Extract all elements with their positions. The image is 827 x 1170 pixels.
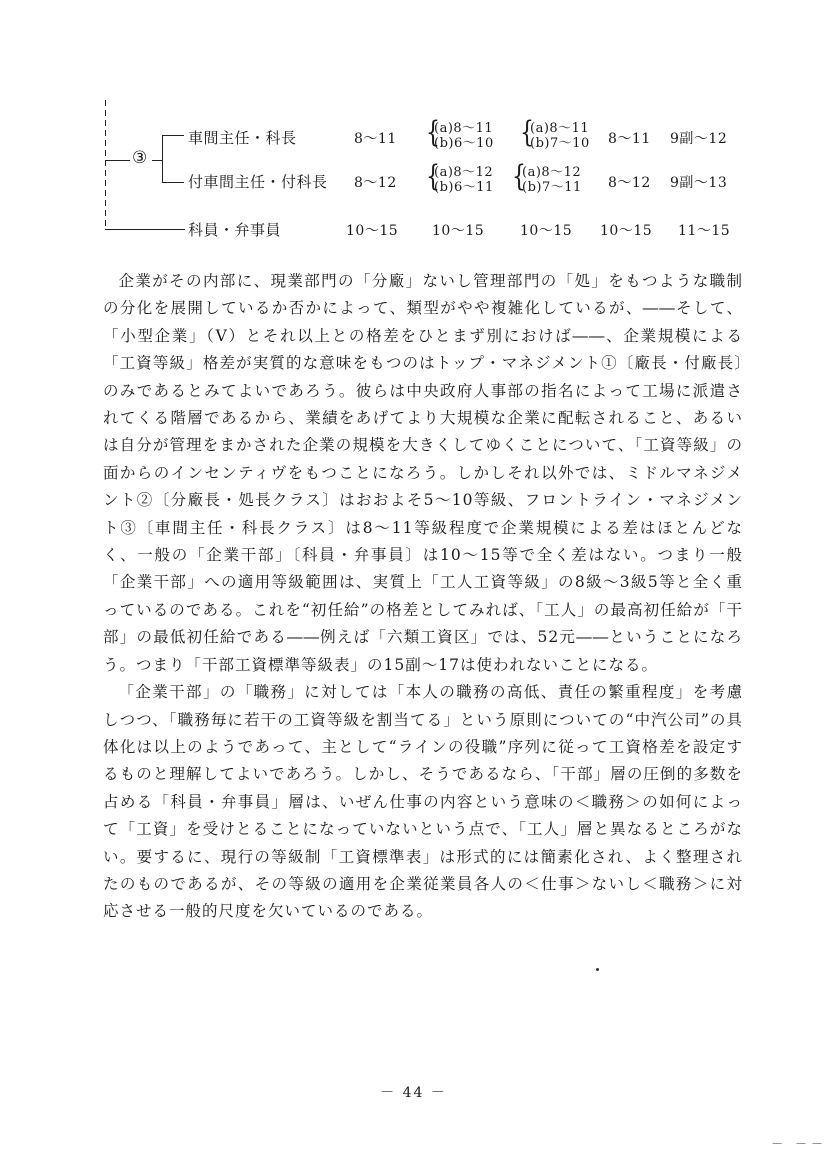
row-c2: (a)8～11 (b)6～10 (434, 121, 494, 151)
paragraph: 企業がその内部に、現業部門の「分廠」ないし管理部門の「処」をもつような職制の分化を展開しているか否かによって、類型がやや複雑化しているが、――そして、「小型企業」（Ⅴ）とそれ以上との格差をひとまず別におけば――、企業規模による「工資等級」格差が実質的な意味をもつのはトップ・マネジメント①〔廠長・付廠長〕のみであるとみてよいであろう。彼らは中央政府人事部の指名によって工場に派遣されてくる階層であるから、業績をあげてより大規模な企業に配転されること、あるいは自分が管理をまかされた企業の規模を大きくしてゆくことについて、「工資等級」の面からのインセンティヴをもつことになろう。しかしそれ以外では、ミドルマネジメント②〔分廠長・処長クラス〕はおおよそ5～10等級、フロントライン・マネジメント③〔車間主任・科長クラス〕は8～11等級程度で企業規模による差はほとんどなく、一般の「企業干部」〔科員・弁事員〕は10～15等で全く差はない。つまり一般「企業干部」への適用等級範囲は、実質上「工人工資等級」の8級～3級5等と全く重っているのである。これを“初任給”の格差としてみれば、「工人」の最高初任給が「干部」の最低初任給である――例えば「六類工資区」では、52元――ということになろう。つまり「干部工資標準等級表」の15副～17は使われないことになる。 (103, 272, 743, 674)
row-title: 車間主任・科長 (188, 129, 297, 147)
grade-table (0, 0, 827, 260)
row-c4: 8～12 (608, 175, 651, 191)
tree-vertical-line (105, 100, 106, 230)
row-c5: 9副～13 (670, 175, 728, 191)
row-c2: 10～15 (432, 223, 485, 239)
row-c5: 9副～12 (670, 131, 728, 147)
brace-icon: { (512, 161, 527, 194)
corner-marks: － －－ (771, 1137, 827, 1151)
row-c4: 8～11 (608, 131, 651, 147)
circle-label: ③ (132, 148, 148, 168)
row-c3: (a)8～12 (b)7～11 (522, 165, 582, 195)
stray-mark (596, 968, 599, 971)
row-c5: 11～15 (678, 223, 731, 239)
brace-icon: { (520, 117, 535, 150)
row-c1: 10～15 (346, 223, 399, 239)
row-title: 科員・弁事員 (188, 221, 282, 239)
row-c3: 10～15 (520, 223, 573, 239)
paragraph: 「企業干部」の「職務」に対しては「本人の職務の高低、責任の繁重程度」を考慮しつつ、「職務毎に若干の工資等級を割当てる」という原則についての“中汽公司”の具体化は以上のようであって、主として“ラインの役職”序列に従って工資格差を設定するものと理解してよいであろう。しかし、そうであるなら、「干部」層の圧倒的多数を占める「科員・弁事員」層は、いぜん仕事の内容という意味の＜職務＞の如何によって「工資」を受けとることになっていないという点で、「工人」層と異なるところがない。要するに、現行の等級制「工資標準表」は形式的には簡素化され、よく整理されたのものであるが、その等級の適用を企業従業員各人の＜仕事＞ないし＜職務＞に対応させる一般的尺度を欠いているのである。 (103, 683, 743, 921)
row-c2: (a)8～12 (b)6～11 (434, 165, 494, 195)
table-row (0, 117, 827, 164)
body-text (103, 268, 743, 926)
row-title: 付車間主任・付科長 (188, 173, 328, 191)
row-c4: 10～15 (600, 223, 653, 239)
table-row (0, 161, 827, 208)
table-row (0, 219, 827, 259)
row-c1: 8～11 (354, 131, 397, 147)
brace-icon: { (426, 117, 441, 150)
row-c3: (a)8～11 (b)7～10 (530, 121, 590, 151)
brace-icon: { (426, 161, 441, 194)
page-number: － 44 － (380, 1085, 447, 1101)
row-c1: 8～12 (354, 175, 397, 191)
